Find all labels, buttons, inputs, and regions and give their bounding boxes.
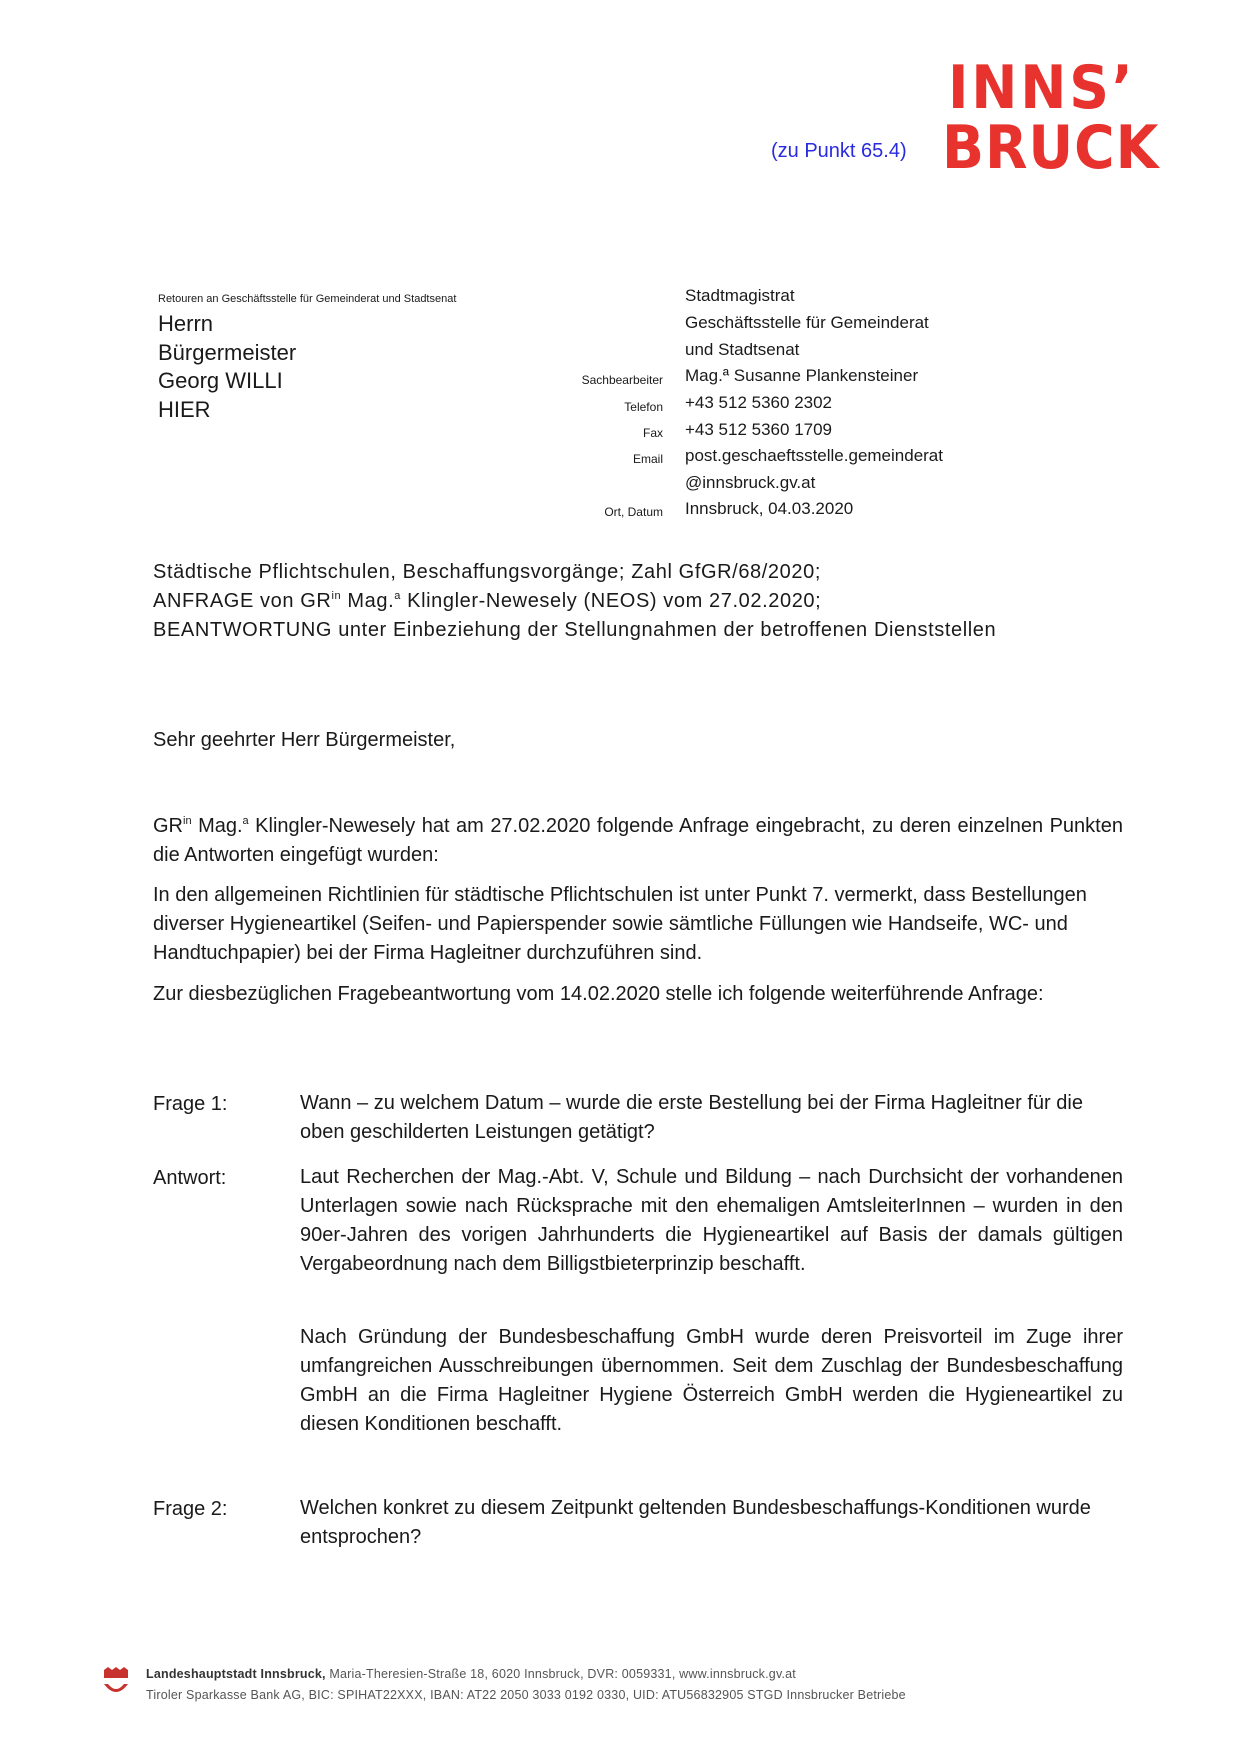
return-address: Retouren an Geschäftsstelle für Gemeinderat und Stadtsenat [158,293,457,305]
subject-text: Klingler-Newesely (NEOS) vom 27.02.2020; [400,590,822,612]
recipient-line: Bürgermeister [158,339,297,365]
value-sachbearbeiter: Mag.ª Susanne Plankensteiner [685,366,919,385]
question-1-text: Wann – zu welchem Datum – wurde die erste Bestellung bei der Firma Hagleitner für die oben geschilderten Leistungen getätigt? [300,1092,1083,1143]
subject-text: Mag. [341,590,395,612]
answer-1-paragraph-2: Nach Gründung der Bundesbeschaffung GmbH wurde deren Preisvorteil im Zuge ihrer umfangreichen Ausschreibungen übernommen. Seit dem Zuschlag der Bundesbeschaffung GmbH an die Firma Hagleitner Hygiene Österreich GmbH werden die Hygieneartikel zu diesen Konditionen beschafft. [300,1326,1123,1435]
intro-text: GR [153,815,183,837]
paragraph-followup: Zur diesbezüglichen Fragebeantwortung vom 14.02.2020 stelle ich folgende weiterführende Anfrage: [153,983,1044,1005]
sender-org-line: und Stadtsenat [685,340,800,359]
subject-line-3: BEANTWORTUNG unter Einbeziehung der Stellungnahmen der betroffenen Dienststellen [153,619,997,641]
logo-line-2: BRUCK [942,113,1160,183]
question-2-text: Welchen konkret zu diesem Zeitpunkt geltenden Bundesbeschaffungs-Konditionen wurde entsprochen? [300,1497,1091,1548]
label-sachbearbeiter: Sachbearbeiter [581,373,663,387]
intro-text: Mag. [191,815,243,837]
subject-text: ANFRAGE von GR [153,590,332,612]
value-email: post.geschaeftsstelle.gemeinderat [685,446,943,465]
paragraph-guidelines: In den allgemeinen Richtlinien für städtische Pflichtschulen ist unter Punkt 7. vermerkt, dass Bestellungen diverser Hygieneartikel (Seifen- und Papierspender sowie sämtliche Füllungen wie Handseife, WC- und Handtuchpapier) bei der Firma Hagleitner durchzuführen sind. [153,884,1087,964]
logo-line-1: INNS’ [948,53,1136,123]
intro-paragraph [153,812,1123,870]
superscript: a [242,815,249,827]
superscript: in [183,815,192,827]
intro-text: Klingler-Newesely hat am 27.02.2020 folgende Anfrage eingebracht, zu deren einzelnen Punkten die Antworten eingefügt wurden: [153,815,1123,866]
value-telefon: +43 512 5360 2302 [685,393,833,412]
answer-1-label: Antwort: [153,1167,227,1189]
city-crest-icon [102,1666,130,1698]
footer-line-1 [146,1667,796,1681]
label-email: Email [632,452,663,466]
label-ort-datum: Ort, Datum [604,505,663,519]
recipient-line: Georg WILLI [158,368,283,393]
superscript: a [394,590,401,602]
agenda-reference: (zu Punkt 65.4) [771,140,907,162]
footer-org-name: Landeshauptstadt Innsbruck, [146,1667,326,1681]
recipient-block [158,310,296,424]
subject-line-1: Städtische Pflichtschulen, Beschaffungsvorgänge; Zahl GfGR/68/2020; [153,561,821,583]
innsbruck-logo [942,53,1192,183]
subject-line-2 [153,587,996,616]
label-telefon: Telefon [624,400,663,414]
value-email-domain: @innsbruck.gv.at [685,473,816,492]
sender-org-line: Stadtmagistrat [685,286,795,305]
answer-1-paragraph-1: Laut Recherchen der Mag.-Abt. V, Schule und Bildung – nach Durchsicht der vorhandenen Unterlagen sowie nach Rücksprache mit den ehemaligen AmtsleiterInnen – wurden in den 90er-Jahren des vorigen Jahrhunderts die Hygieneartikel auf Basis der damals gültigen Vergabeordnung nach dem Billigstbieterprinzip beschafft. [300,1166,1123,1275]
question-1-label: Frage 1: [153,1093,228,1115]
value-fax: +43 512 5360 1709 [685,420,833,439]
salutation: Sehr geehrter Herr Bürgermeister, [153,729,456,751]
superscript: in [331,590,342,602]
recipient-line: Herrn [158,311,214,336]
sender-org-line: Geschäftsstelle für Gemeinderat [685,313,929,332]
footer-line-2: Tiroler Sparkasse Bank AG, BIC: SPIHAT22XXX, IBAN: AT22 2050 3033 0192 0330, UID: ATU56832905 STGD Innsbrucker Betriebe [146,1688,906,1702]
question-2-label: Frage 2: [153,1498,228,1520]
label-fax: Fax [642,426,663,440]
value-ort-datum: Innsbruck, 04.03.2020 [685,499,854,518]
recipient-line: HIER [158,396,211,422]
subject-block [153,558,996,645]
footer-address: Maria-Theresien-Straße 18, 6020 Innsbruck, DVR: 0059331, www.innsbruck.gv.at [325,1667,796,1681]
